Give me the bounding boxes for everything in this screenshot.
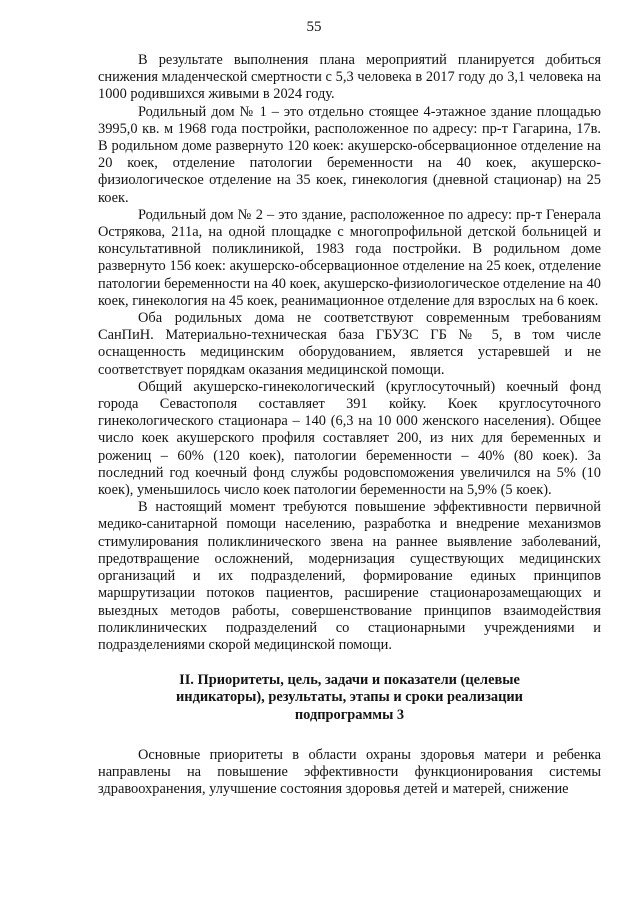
section-heading bbox=[98, 672, 601, 724]
paragraph-priorities: Основные приоритеты в области охраны здоровья матери и ребенка направлены на повышение эффективности функционирования системы здравоохранения, улучшение состояния здоровья детей и матерей, снижение bbox=[98, 746, 601, 798]
section-heading-line-1: II. Приоритеты, цель, задачи и показатели (целевые bbox=[179, 672, 520, 689]
paragraph-sanpin-compliance: Оба родильных дома не соответствуют современным требованиям СанПиН. Материально-техническая база ГБУЗС ГБ № 5, в том числе оснащенность медицинским оборудованием, является устаревшей и не соответствует порядкам оказания медицинской помощи. bbox=[98, 310, 601, 378]
paragraph-maternity-hospital-1: Родильный дом № 1 – это отдельно стоящее 4-этажное здание площадью 3995,0 кв. м 1968 года постройки, расположенное по адресу: пр-т Гагарина, 17в. В родильном доме развернуто 120 коек: акушерско-обсервационное отделение на 20 коек, отделение патологии беременности на 40 коек, акушерско-физиологическое отделение на 35 коек, гинекология (дневной стационар) на 25 коек. bbox=[98, 103, 601, 206]
section-heading-line-2: индикаторы), результаты, этапы и сроки реализации bbox=[176, 689, 523, 706]
page-number: 55 bbox=[306, 19, 322, 35]
paragraph-required-measures: В настоящий момент требуются повышение эффективности первичной медико-санитарной помощи населению, разработка и внедрение механизмов стимулирования поликлинического звена на раннее выявление заболеваний, предотвращение осложнений, модернизация существующих медицинских организаций и их подразделений, формирование единых принципов маршрутизации потоков пациентов, расширение стационарозамещающих и выездных методов работы, совершенствование принципов взаимодействия поликлинических подразделений со стационарными учреждениями и подразделениями скорой медицинской помощи. bbox=[98, 499, 601, 653]
document-body bbox=[98, 52, 601, 798]
paragraph-maternity-hospital-2: Родильный дом № 2 – это здание, расположенное по адресу: пр-т Генерала Острякова, 211а, на одной площадке с многопрофильной детской больницей и консультативной поликлиникой, 1983 года постройки. В родильном доме развернуто 156 коек: акушерско-обсервационное отделение на 25 коек, отделение патологии беременности на 40 коек, акушерско-физиологическое отделение на 40 коек, гинекология на 45 коек, реанимационное отделение для взрослых на 6 коек. bbox=[98, 206, 601, 309]
paragraph-bed-fund: Общий акушерско-гинекологический (круглосуточный) коечный фонд города Севастополя составляет 391 койку. Коек круглосуточного гинекологического стационара – 140 (6,3 на 10 000 женского населения). Общее число коек акушерского профиля составляет 200, из них для беременных и рожениц – 60% (120 коек), патологии беременности – 40% (80 коек). За последний год коечный фонд службы родовспоможения увеличился на 5% (10 коек), уменьшилось число коек патологии беременности на 5,9% (5 коек). bbox=[98, 378, 601, 499]
section-heading-line-3: подпрограммы 3 bbox=[294, 706, 405, 723]
paragraph-infant-mortality: В результате выполнения плана мероприятий планируется добиться снижения младенческой смертности с 5,3 человека в 2017 году до 3,1 человека на 1000 родившихся живыми в 2024 году. bbox=[98, 52, 601, 103]
